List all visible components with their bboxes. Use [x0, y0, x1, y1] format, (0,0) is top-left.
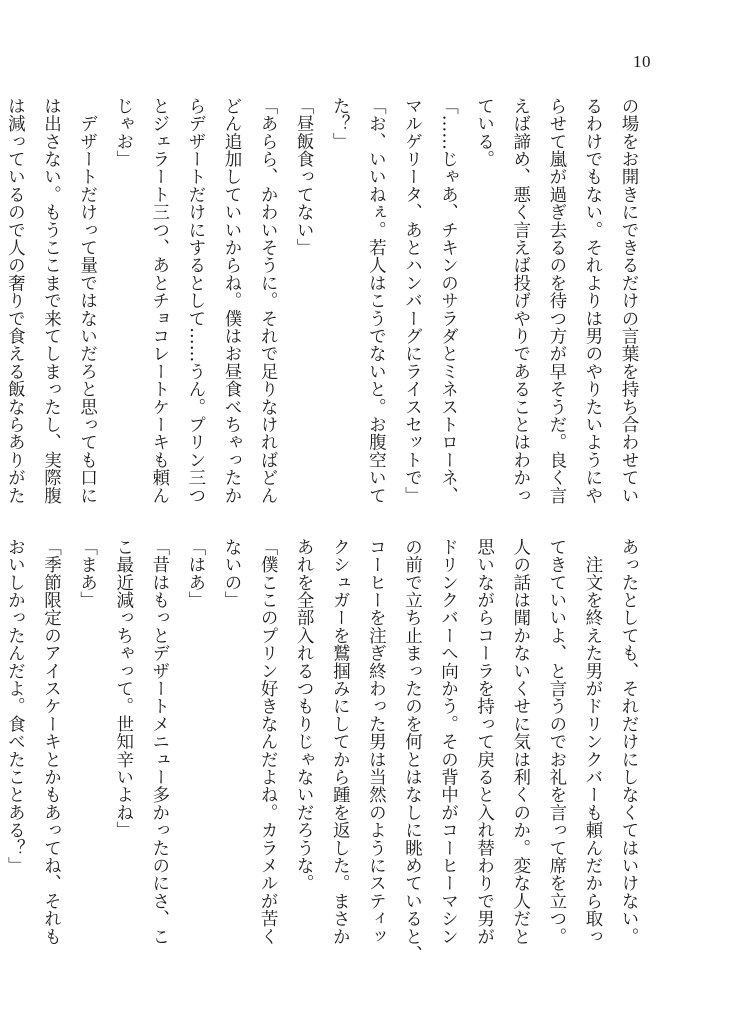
text-line: てきていいよ、と言うのでお礼を言って席を立つ。: [546, 538, 567, 946]
text-line: 「僕ここのプリン好きなんだよね。カラメルが苦く: [258, 538, 279, 946]
text-line: 「はあ」: [185, 538, 206, 609]
text-line: 「昔はもっとデザートメニュー多かったのにさ、こ: [149, 538, 170, 946]
text-line: マルゲリータ、あとハンバーグにライスセットで」: [402, 97, 423, 505]
text-line: 「まあ」: [77, 538, 98, 609]
text-line: た？」: [330, 97, 351, 151]
text-line: らせて嵐が過ぎ去るのを待つ方が早そうだ。良く言: [546, 97, 567, 505]
text-line: 注文を終えた男がドリンクバーも頼んだから取っ: [582, 538, 603, 946]
text-line: の前で立ち止まったのを何とはなしに眺めていると、: [402, 538, 423, 963]
text-line: えば諦め、悪く言えば投げやりであることはわかっ: [510, 97, 531, 505]
text-line: おいしかったんだよ。食べたことある？」: [5, 538, 26, 875]
text-line: 思いながらコーラを持って戻ると入れ替わりで男が: [474, 538, 495, 946]
text-line: 「季節限定のアイスケーキとかもあってね、それも: [41, 538, 62, 946]
text-line: じゃお」: [113, 97, 134, 168]
text-line: ドリンクバーへ向かう。その背中がコーヒーマシン: [438, 538, 459, 946]
text-line: 「……じゃあ、チキンのサラダとミネストローネ、: [438, 97, 459, 505]
lower-text-block: [5, 538, 647, 963]
text-line: 人の話は聞かないくせに気は利くのか。変な人だと: [510, 538, 531, 946]
text-line: 「あらら、かわいそうに。それで足りなければどん: [258, 97, 279, 505]
text-line: デザートだけって量ではないだろと思っても口に: [77, 97, 98, 505]
upper-text-block: [5, 97, 647, 505]
text-line: コーヒーを注ぎ終わった男は当然のようにスティッ: [366, 538, 387, 946]
text-line: ている。: [474, 97, 495, 168]
text-line: クシュガーを鷲掴みにしてから踵を返した。まさか: [330, 538, 351, 946]
text-line: るわけでもない。それよりは男のやりたいようにや: [582, 97, 603, 505]
text-line: あれを全部入れるつもりじゃないだろうな。: [294, 538, 315, 892]
text-line: は出さない。もうここまで来てしまったし、実際腹: [41, 97, 62, 505]
text-line: の場をお開きにできるだけの言葉を持ち合わせてい: [619, 97, 639, 505]
text-line: こ最近減っちゃって。世知辛いよね」: [113, 538, 134, 839]
text-line: とジェラート三つ、あとチョコレートケーキも頼ん: [149, 97, 170, 505]
page-number: 10: [633, 52, 651, 71]
text-line: らデザートだけにするとして……うん。プリン三つ: [185, 97, 206, 505]
text-line: どん追加していいからね。僕はお昼食べちゃったか: [221, 97, 242, 505]
text-line: あったとしても、それだけにしなくてはいけない。: [619, 538, 639, 946]
text-line: 「お、いいねぇ。若人はこうでないと。お腹空いて: [366, 97, 387, 505]
text-line: は減っているので人の奢りで食える飯ならありがた: [5, 97, 26, 505]
text-line: ないの」: [221, 538, 242, 609]
text-line: 「昼飯食ってない」: [294, 97, 315, 257]
